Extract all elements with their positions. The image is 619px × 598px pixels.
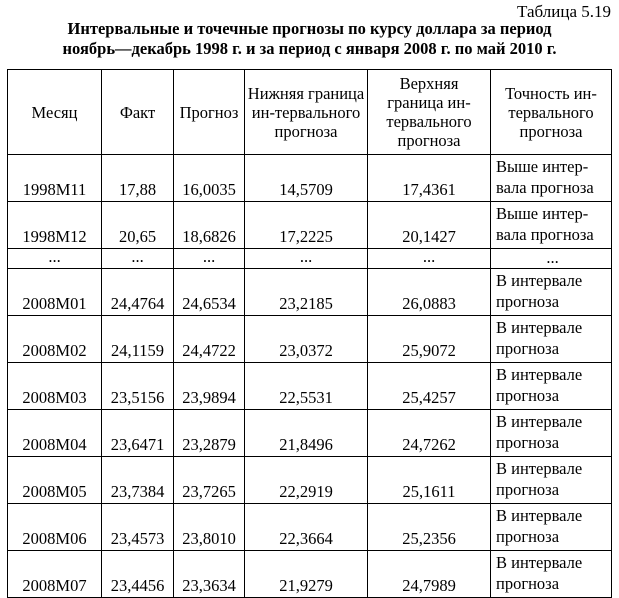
cell-forecast: 23,2879 xyxy=(174,410,245,457)
cell-upper-bound: 25,1611 xyxy=(368,457,491,504)
column-header-lower-bound: Нижняя граница ин-тервального прогноза xyxy=(245,70,368,155)
cell-forecast: ... xyxy=(174,249,245,269)
cell-upper-bound: ... xyxy=(368,249,491,269)
table-header xyxy=(8,70,612,155)
cell-lower-bound: 14,5709 xyxy=(245,155,368,202)
cell-month: 2008M02 xyxy=(8,316,102,363)
table-row xyxy=(8,202,612,249)
caption-line-1: Интервальные и точечные прогнозы по курсу доллара за период xyxy=(67,19,552,38)
table-caption xyxy=(0,19,619,59)
table-row xyxy=(8,363,612,410)
cell-lower-bound: 21,8496 xyxy=(245,410,368,457)
cell-fact: ... xyxy=(102,249,174,269)
cell-upper-bound: 17,4361 xyxy=(368,155,491,202)
cell-forecast: 23,7265 xyxy=(174,457,245,504)
column-header-forecast: Прогноз xyxy=(174,70,245,155)
column-header-upper-bound: Верхняя граница ин-тервального прогноза xyxy=(368,70,491,155)
table-row xyxy=(8,316,612,363)
cell-fact: 23,7384 xyxy=(102,457,174,504)
cell-accuracy: В интервале прогноза xyxy=(491,269,612,316)
ellipsis-row xyxy=(8,249,612,269)
cell-accuracy: Выше интер-вала прогноза xyxy=(491,202,612,249)
table-row xyxy=(8,504,612,551)
cell-lower-bound: 22,5531 xyxy=(245,363,368,410)
cell-upper-bound: 24,7989 xyxy=(368,551,491,598)
cell-forecast: 23,9894 xyxy=(174,363,245,410)
cell-fact: 23,4456 xyxy=(102,551,174,598)
cell-month: 2008M07 xyxy=(8,551,102,598)
cell-lower-bound: 23,0372 xyxy=(245,316,368,363)
cell-lower-bound: 21,9279 xyxy=(245,551,368,598)
cell-fact: 17,88 xyxy=(102,155,174,202)
table-row xyxy=(8,410,612,457)
cell-month: 2008M03 xyxy=(8,363,102,410)
cell-lower-bound: 22,2919 xyxy=(245,457,368,504)
caption-line-2: ноябрь—декабрь 1998 г. и за период с января 2008 г. по май 2010 г. xyxy=(62,39,557,58)
cell-upper-bound: 24,7262 xyxy=(368,410,491,457)
cell-forecast: 23,3634 xyxy=(174,551,245,598)
cell-month: 1998M12 xyxy=(8,202,102,249)
table-row xyxy=(8,155,612,202)
cell-forecast: 18,6826 xyxy=(174,202,245,249)
cell-accuracy: В интервале прогноза xyxy=(491,551,612,598)
cell-upper-bound: 25,9072 xyxy=(368,316,491,363)
cell-month: 2008M06 xyxy=(8,504,102,551)
cell-month: 2008M04 xyxy=(8,410,102,457)
cell-upper-bound: 26,0883 xyxy=(368,269,491,316)
cell-fact: 20,65 xyxy=(102,202,174,249)
cell-fact: 23,5156 xyxy=(102,363,174,410)
cell-forecast: 24,6534 xyxy=(174,269,245,316)
cell-upper-bound: 20,1427 xyxy=(368,202,491,249)
cell-accuracy: Выше интер-вала прогноза xyxy=(491,155,612,202)
cell-lower-bound: 22,3664 xyxy=(245,504,368,551)
cell-upper-bound: 25,2356 xyxy=(368,504,491,551)
table-row xyxy=(8,551,612,598)
cell-accuracy: В интервале прогноза xyxy=(491,504,612,551)
cell-forecast: 23,8010 xyxy=(174,504,245,551)
cell-accuracy: В интервале прогноза xyxy=(491,410,612,457)
cell-forecast: 16,0035 xyxy=(174,155,245,202)
column-header-fact: Факт xyxy=(102,70,174,155)
cell-upper-bound: 25,4257 xyxy=(368,363,491,410)
header-row xyxy=(8,70,612,155)
cell-lower-bound: ... xyxy=(245,249,368,269)
cell-month: ... xyxy=(8,249,102,269)
cell-month: 2008M05 xyxy=(8,457,102,504)
cell-fact: 24,4764 xyxy=(102,269,174,316)
table-row xyxy=(8,457,612,504)
cell-forecast: 24,4722 xyxy=(174,316,245,363)
cell-fact: 24,1159 xyxy=(102,316,174,363)
forecast-table xyxy=(7,69,612,598)
cell-accuracy: В интервале прогноза xyxy=(491,316,612,363)
cell-month: 1998M11 xyxy=(8,155,102,202)
cell-fact: 23,6471 xyxy=(102,410,174,457)
cell-accuracy: ... xyxy=(491,249,612,269)
table-body xyxy=(8,155,612,598)
cell-accuracy: В интервале прогноза xyxy=(491,457,612,504)
cell-lower-bound: 17,2225 xyxy=(245,202,368,249)
cell-accuracy: В интервале прогноза xyxy=(491,363,612,410)
table-number: Таблица 5.19 xyxy=(517,2,611,21)
column-header-month: Месяц xyxy=(8,70,102,155)
column-header-accuracy: Точность ин-тервального прогноза xyxy=(491,70,612,155)
cell-fact: 23,4573 xyxy=(102,504,174,551)
cell-month: 2008M01 xyxy=(8,269,102,316)
cell-lower-bound: 23,2185 xyxy=(245,269,368,316)
table-row xyxy=(8,269,612,316)
